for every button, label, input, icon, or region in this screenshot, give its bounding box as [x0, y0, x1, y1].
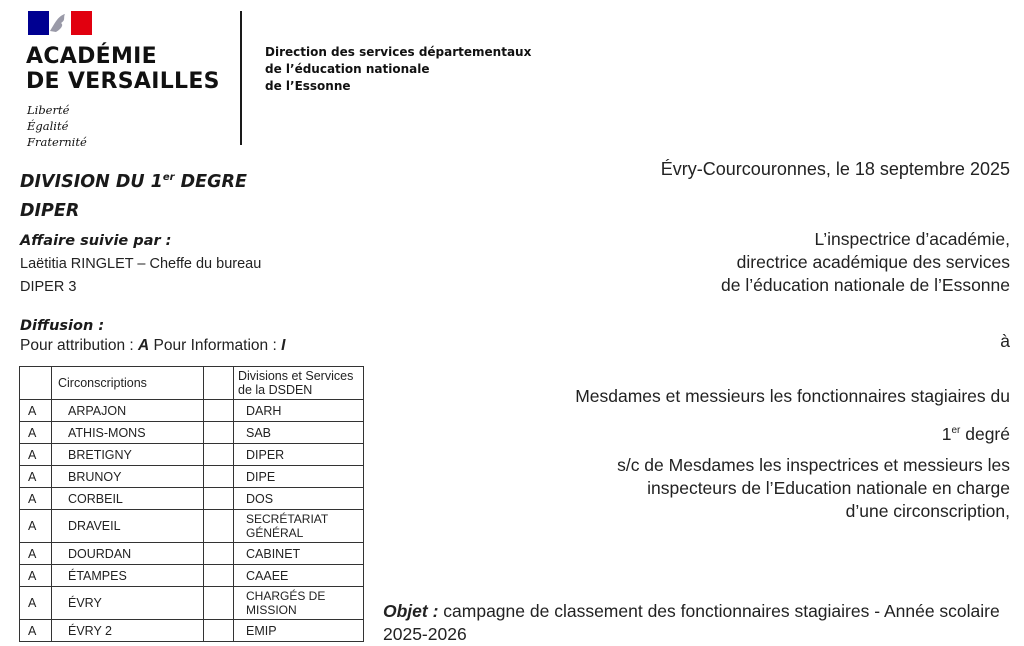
table-cell-circonscription: ARPAJON [52, 400, 204, 422]
table-header-row [20, 367, 364, 400]
division-title [20, 167, 247, 193]
table-cell-circonscription: BRETIGNY [52, 444, 204, 466]
academie-name [26, 44, 220, 94]
objet-label: Objet : [383, 601, 439, 621]
table-cell-code: A [20, 400, 52, 422]
diffusion-code-attribution: A [138, 337, 150, 354]
sous-couvert-line-1: s/c de Mesdames les inspectrices et messieurs les [617, 455, 1010, 475]
letter-date: Évry-Courcouronnes, le 18 septembre 2025 [660, 159, 1010, 179]
sous-couvert-line-3: d’une circonscription, [845, 501, 1010, 521]
table-cell-circonscription: BRUNOY [52, 466, 204, 488]
table-cell-circonscription: ATHIS-MONS [52, 422, 204, 444]
table-cell-division: CAAEE [234, 565, 364, 587]
header-divider [240, 11, 242, 145]
table-cell-circonscription: DRAVEIL [52, 510, 204, 543]
table-cell-code [204, 444, 234, 466]
diffusion-label: Diffusion : [20, 318, 105, 334]
recipient-degree-word: degré [960, 423, 1010, 444]
table-cell-code [204, 488, 234, 510]
table-row [20, 543, 364, 565]
table-cell-division: EMIP [234, 620, 364, 642]
table-row [20, 466, 364, 488]
signer-line-2: directrice académique des services [736, 252, 1010, 272]
suivie-bureau: DIPER 3 [20, 279, 77, 295]
division-prefix: DIVISION DU 1 [20, 171, 163, 192]
direction-block [265, 44, 531, 95]
suivie-contact: Laëtitia RINGLET – Cheffe du bureau [20, 256, 262, 272]
table-row [20, 444, 364, 466]
table-cell-code [204, 510, 234, 543]
objet-paragraph [383, 600, 1013, 646]
direction-line-3: de l’Essonne [265, 79, 351, 93]
diffusion-legend [20, 336, 285, 356]
table-cell-circonscription: CORBEIL [52, 488, 204, 510]
table-cell-circonscription: DOURDAN [52, 543, 204, 565]
objet-text: campagne de classement des fonctionnaires stagiaires - Année scolaire 2025-2026 [383, 601, 1000, 644]
table-cell-division: SECRÉTARIAT GÉNÉRAL [234, 510, 364, 543]
direction-line-1: Direction des services départementaux [265, 45, 532, 59]
table-row [20, 565, 364, 587]
table-cell-circonscription: ÉVRY 2 [52, 620, 204, 642]
devise-fraternite: Fraternité [27, 135, 87, 149]
table-header-circonscriptions: Circonscriptions [52, 367, 204, 400]
table-cell-code: A [20, 620, 52, 642]
table-cell-code: A [20, 587, 52, 620]
table-header-divisions: Divisions et Services de la DSDEN [234, 367, 364, 400]
suivie-label: Affaire suivie par : [20, 233, 172, 249]
table-row [20, 620, 364, 642]
table-row [20, 422, 364, 444]
recipient-line-2 [942, 420, 1010, 445]
table-header-cell [20, 367, 52, 400]
table-cell-code: A [20, 466, 52, 488]
devise-liberte: Liberté [27, 103, 70, 117]
table-cell-code [204, 587, 234, 620]
table-cell-division: CHARGÉS DE MISSION [234, 587, 364, 620]
table-cell-code: A [20, 422, 52, 444]
table-cell-division: DOS [234, 488, 364, 510]
signer-line-1: L’inspectrice d’académie, [814, 229, 1010, 249]
table-row [20, 488, 364, 510]
diffusion-table [19, 366, 364, 642]
recipient-a: à [1000, 331, 1010, 351]
signer-block [721, 228, 1010, 297]
table-cell-code [204, 466, 234, 488]
table-cell-code: A [20, 488, 52, 510]
table-cell-circonscription: ÉVRY [52, 587, 204, 620]
division-sup: er [162, 172, 175, 183]
recipient-degree-number: 1 [941, 423, 952, 444]
table-cell-code [204, 543, 234, 565]
table-cell-division: DIPER [234, 444, 364, 466]
table-row [20, 400, 364, 422]
table-header-cell [204, 367, 234, 400]
academie-line-2: DE VERSAILLES [26, 69, 220, 94]
division-suffix: DEGRE [174, 171, 247, 192]
table-cell-code: A [20, 543, 52, 565]
table-cell-code [204, 565, 234, 587]
service-title: DIPER [20, 201, 80, 221]
table-row [20, 510, 364, 543]
table-row [20, 587, 364, 620]
table-cell-division: DARH [234, 400, 364, 422]
table-cell-code [204, 400, 234, 422]
table-cell-code: A [20, 565, 52, 587]
devise-egalite: Égalité [27, 119, 69, 133]
table-cell-code: A [20, 444, 52, 466]
signer-line-3: de l’éducation nationale de l’Essonne [721, 275, 1010, 295]
table-cell-code: A [20, 510, 52, 543]
table-cell-code [204, 422, 234, 444]
diffusion-code-information: I [281, 337, 286, 354]
table-cell-division: DIPE [234, 466, 364, 488]
direction-line-2: de l’éducation nationale [265, 62, 430, 76]
diffusion-text-2: Pour Information : [149, 337, 282, 354]
table-cell-division: CABINET [234, 543, 364, 565]
table-cell-code [204, 620, 234, 642]
recipient-line-1: Mesdames et messieurs les fonctionnaires stagiaires du [575, 386, 1010, 406]
table-cell-circonscription: ÉTAMPES [52, 565, 204, 587]
recipient-degree-sup: er [951, 425, 961, 436]
marianne-logo [28, 11, 92, 35]
devise [27, 102, 87, 150]
academie-line-1: ACADÉMIE [26, 44, 157, 69]
diffusion-text-1: Pour attribution : [20, 337, 139, 354]
sous-couvert-line-2: inspecteurs de l’Education nationale en charge [647, 478, 1010, 498]
sous-couvert-block [617, 454, 1010, 523]
table-cell-division: SAB [234, 422, 364, 444]
